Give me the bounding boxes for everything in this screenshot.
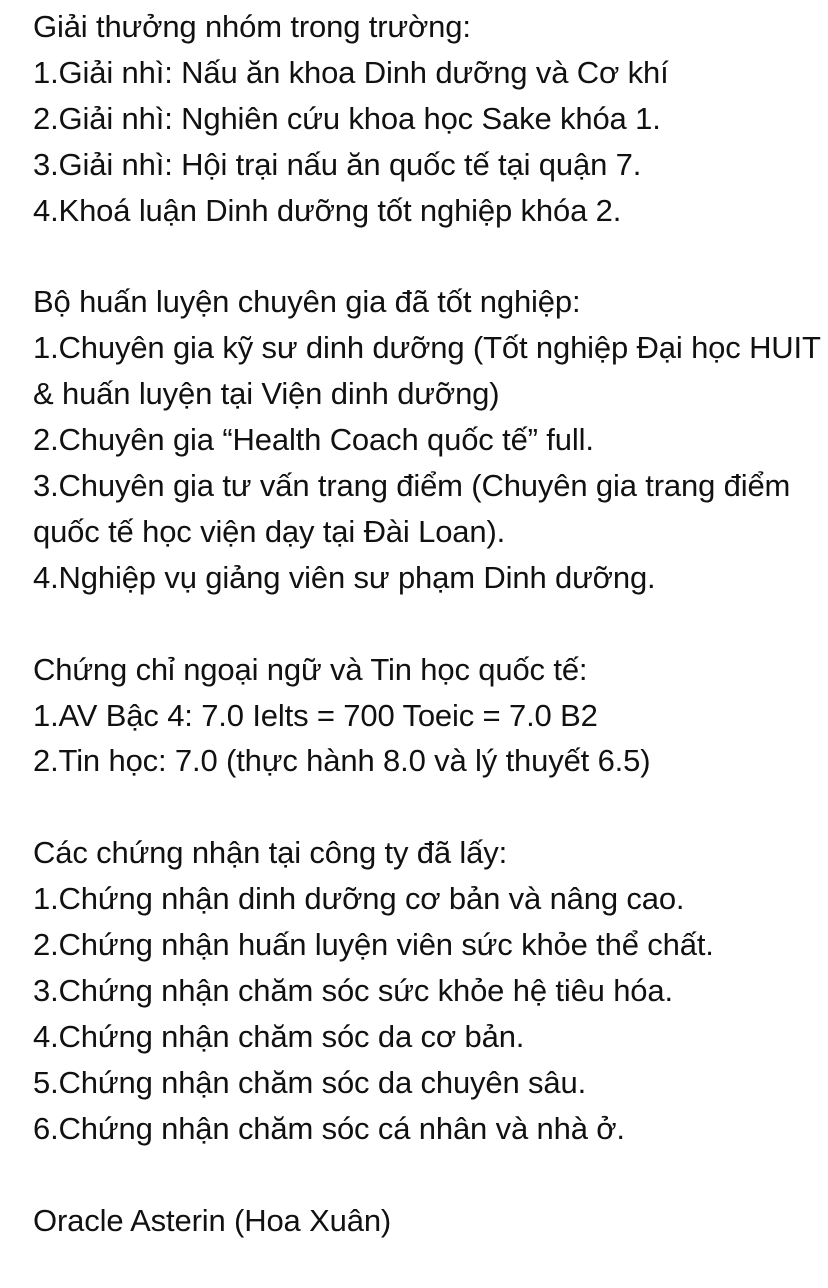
certificate-item-2: 2.Tin học: 7.0 (thực hành 8.0 và lý thuyết 6.5) bbox=[33, 743, 651, 779]
certification-item-6: 6.Chứng nhận chăm sóc cá nhân và nhà ở. bbox=[33, 1110, 625, 1146]
section-heading-school-awards: Giải thưởng nhóm trong trường: bbox=[33, 9, 471, 44]
certificates-section bbox=[33, 647, 823, 785]
award-item-3: 3.Giải nhì: Hội trại nấu ăn quốc tế tại quận 7. bbox=[33, 146, 642, 182]
certification-item-1: 1.Chứng nhận dinh dưỡng cơ bản và nâng cao. bbox=[33, 881, 685, 917]
award-item-2: 2.Giải nhì: Nghiên cứu khoa học Sake khóa 1. bbox=[33, 100, 661, 136]
company-certifications-section bbox=[33, 830, 823, 1151]
signature-name: Oracle Asterin (Hoa Xuân) bbox=[33, 1202, 392, 1238]
training-item-1: 1.Chuyên gia kỹ sư dinh dưỡng (Tốt nghiệp Đại học HUIT & huấn luyện tại Viện dinh dưỡng) bbox=[33, 330, 821, 412]
note-text bbox=[33, 4, 823, 1243]
training-item-4: 4.Nghiệp vụ giảng viên sư phạm Dinh dưỡng. bbox=[33, 559, 656, 595]
award-item-1: 1.Giải nhì: Nấu ăn khoa Dinh dưỡng và Cơ khí bbox=[33, 54, 669, 90]
training-item-3: 3.Chuyên gia tư vấn trang điểm (Chuyên gia trang điểm quốc tế học viện dạy tại Đài Loan). bbox=[33, 468, 791, 549]
certification-item-2: 2.Chứng nhận huấn luyện viên sức khỏe thể chất. bbox=[33, 927, 714, 963]
certificate-item-1: 1.AV Bậc 4: 7.0 Ielts = 700 Toeic = 7.0 B2 bbox=[33, 697, 598, 733]
training-item-2: 2.Chuyên gia “Health Coach quốc tế” full. bbox=[33, 422, 594, 458]
signature-block bbox=[33, 1198, 823, 1244]
certification-item-3: 3.Chứng nhận chăm sóc sức khỏe hệ tiêu hóa. bbox=[33, 972, 673, 1008]
certification-item-5: 5.Chứng nhận chăm sóc da chuyên sâu. bbox=[33, 1064, 587, 1100]
expert-training-section bbox=[33, 279, 823, 600]
award-item-4: 4.Khoá luận Dinh dưỡng tốt nghiệp khóa 2. bbox=[33, 192, 622, 228]
section-heading-company-certifications: Các chứng nhận tại công ty đã lấy: bbox=[33, 835, 508, 871]
certification-item-4: 4.Chứng nhận chăm sóc da cơ bản. bbox=[33, 1018, 525, 1054]
section-heading-expert-training: Bộ huấn luyện chuyên gia đã tốt nghiệp: bbox=[33, 284, 581, 320]
section-heading-certificates: Chứng chỉ ngoại ngữ và Tin học quốc tế: bbox=[33, 651, 588, 687]
school-group-awards-section bbox=[33, 4, 823, 234]
